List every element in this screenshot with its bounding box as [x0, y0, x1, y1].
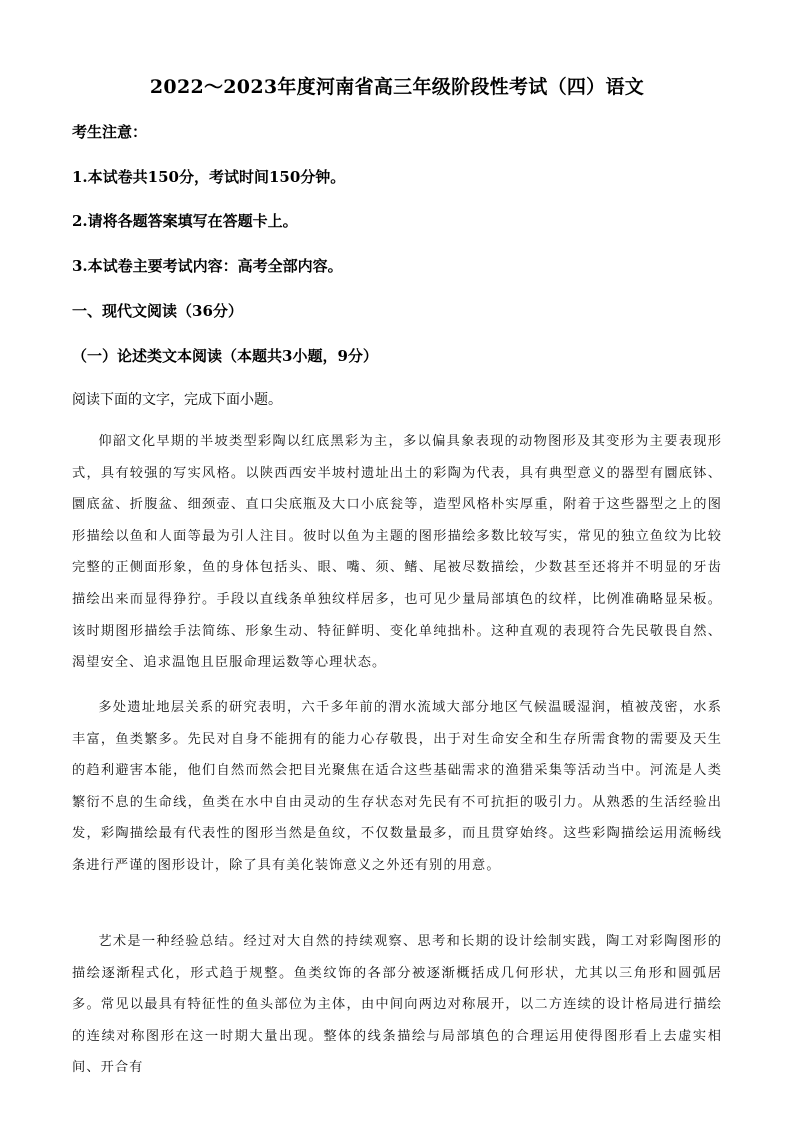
notice-item-3: 3.本试卷主要考试内容：高考全部内容。	[72, 257, 343, 275]
exam-title: 2022～2023年度河南省高三年级阶段性考试（四）语文	[149, 76, 645, 98]
passage-paragraph-2: 多处遗址地层关系的研究表明，六千多年前的渭水流域大部分地区气候温暖湿润，植被茂密，水系丰富，鱼类繁多。先民对自身不能拥有的能力心存敬畏，出于对生命安全和生存所需食物的需要及天生的趋利避害本能，他们自然而然会把目光聚焦在适合这些基础需求的渔猎采集等活动当中。河流是人类繁衍不息的生命线，鱼类在水中自由灵动的生存状态对先民有不可抗拒的吸引力。从熟悉的生活经验出发，彩陶描绘最有代表性的图形当然是鱼纹，不仅数量最多，而且贯穿始终。这些彩陶描绘运用流畅线条进行严谨的图形设计，除了具有美化装饰意义之外还有别的用意。	[72, 700, 722, 873]
subsection-heading: （一）论述类文本阅读（本题共3小题，9分）	[72, 347, 378, 365]
passage-paragraph-1: 仰韶文化早期的半坡类型彩陶以红底黑彩为主，多以偏具象表现的动物图形及其变形为主要表现形式，具有较强的写实风格。以陕西西安半坡村遗址出土的彩陶为代表，具有典型意义的器型有圜底钵、圜底盆、折腹盆、细颈壶、直口尖底瓶及大口小底瓮等，造型风格朴实厚重，附着于这些器型之上的图形描绘以鱼和人面等最为引人注目。彼时以鱼为主题的图形描绘多数比较写实，常见的独立鱼纹为比较完整的正侧面形象，鱼的身体包括头、眼、嘴、须、鳍、尾被尽数描绘，少数甚至还将并不明显的牙齿描绘出来而显得狰狞。手段以直线条单独纹样居多，也可见少量局部填色的纹样，比例准确略显呆板。该时期图形描绘手法简练、形象生动、特征鲜明、变化单纯拙朴。这种直观的表现符合先民敬畏自然、渴望安全、追求温饱且臣服命理运数等心理状态。	[72, 434, 722, 671]
notice-heading: 考生注意：	[72, 123, 148, 141]
reading-instruction: 阅读下面的文字，完成下面小题。	[72, 392, 282, 408]
passage-paragraph-3: 艺术是一种经验总结。经过对大自然的持续观察、思考和长期的设计绘制实践，陶工对彩陶图形的描绘逐渐程式化，形式趋于规整。鱼类纹饰的各部分被逐渐概括成几何形状，尤其以三角形和圆弧居多。常见以最具有特征性的鱼头部位为主体，由中间向两边对称展开，以二方连续的设计格局进行描绘的连续对称图形在这一时期大量出现。整体的线条描绘与局部填色的合理运用使得图形看上去虚实相间、开合有	[72, 934, 722, 1076]
notice-item-1: 1.本试卷共150分，考试时间150分钟。	[72, 168, 346, 186]
notice-item-2: 2.请将各题答案填写在答题卡上。	[72, 212, 298, 230]
section-heading: 一、现代文阅读（36分）	[72, 302, 243, 320]
